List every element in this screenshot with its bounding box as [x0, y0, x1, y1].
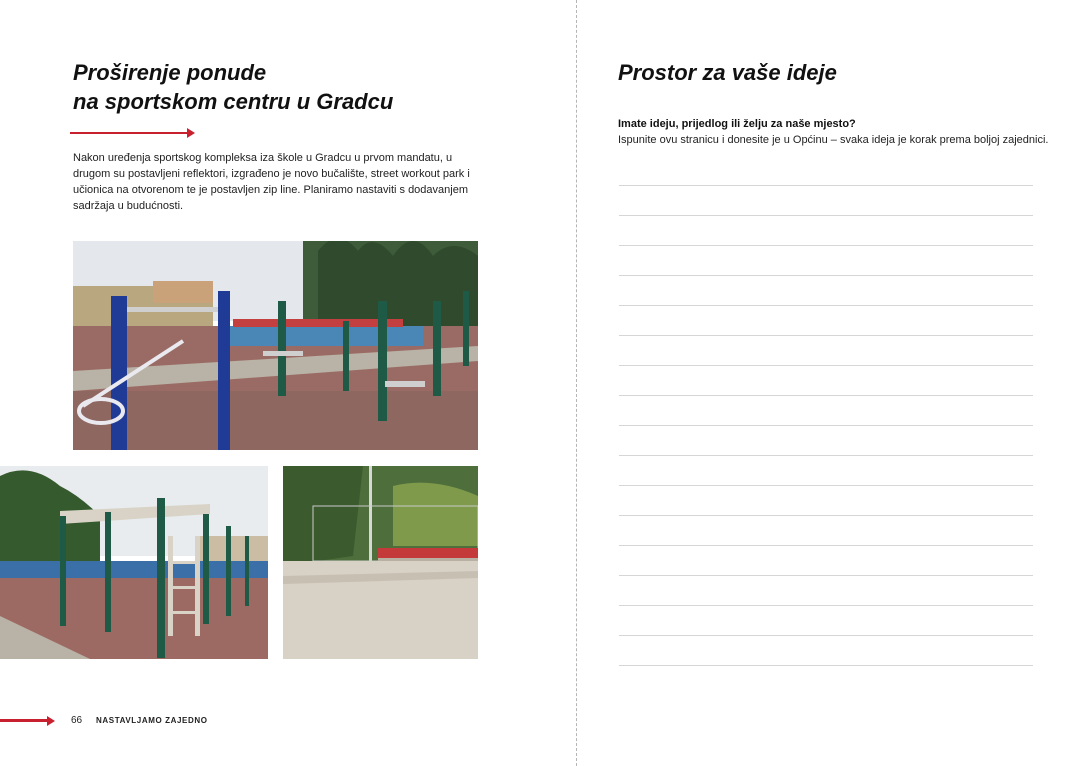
writing-line[interactable]	[619, 366, 1033, 396]
red-arrow-divider	[70, 132, 188, 134]
footer-label: NASTAVLJAMO ZAJEDNO	[96, 716, 208, 725]
writing-line[interactable]	[619, 185, 1033, 216]
prompt-question: Imate ideju, prijedlog ili želju za naše mjesto?	[618, 118, 856, 130]
right-page	[577, 0, 1080, 766]
writing-line[interactable]	[619, 576, 1033, 606]
writing-line[interactable]	[619, 396, 1033, 426]
footer-red-arrow	[0, 719, 48, 722]
writing-line[interactable]	[619, 546, 1033, 576]
title-line-2: na sportskom centru u Gradcu	[73, 89, 394, 114]
writing-line[interactable]	[619, 516, 1033, 546]
right-page-title: Prostor za vaše ideje	[618, 60, 837, 85]
writing-line[interactable]	[619, 246, 1033, 276]
writing-line[interactable]	[619, 216, 1033, 246]
writing-line[interactable]	[619, 276, 1033, 306]
writing-line[interactable]	[619, 306, 1033, 336]
writing-line[interactable]	[619, 426, 1033, 456]
left-page-title	[73, 58, 513, 116]
prompt-instruction: Ispunite ovu stranicu i donesite je u Općinu – svaka ideja je korak prema boljoj zajednici.	[618, 134, 1049, 146]
bocce-court-photo	[283, 466, 478, 659]
writing-line[interactable]	[619, 456, 1033, 486]
writing-lines-area[interactable]	[619, 185, 1033, 666]
title-line-1: Proširenje ponude	[73, 60, 267, 85]
intro-paragraph: Nakon uređenja sportskog kompleksa iza škole u Gradcu u prvom mandatu, u drugom su postavljeni reflektori, izgrađeno je novo bučalište, street workout park i učionica na otvorenom te je postavljen zip line. Planiramo nastaviti s dodavanjem sadržaja u budućnosti.	[73, 152, 470, 212]
writing-line[interactable]	[619, 336, 1033, 366]
page-number: 66	[71, 715, 83, 726]
writing-line[interactable]	[619, 636, 1033, 666]
outdoor-gym-photo	[73, 241, 478, 450]
writing-line[interactable]	[619, 486, 1033, 516]
street-workout-park-photo	[0, 466, 268, 659]
writing-line[interactable]	[619, 606, 1033, 636]
